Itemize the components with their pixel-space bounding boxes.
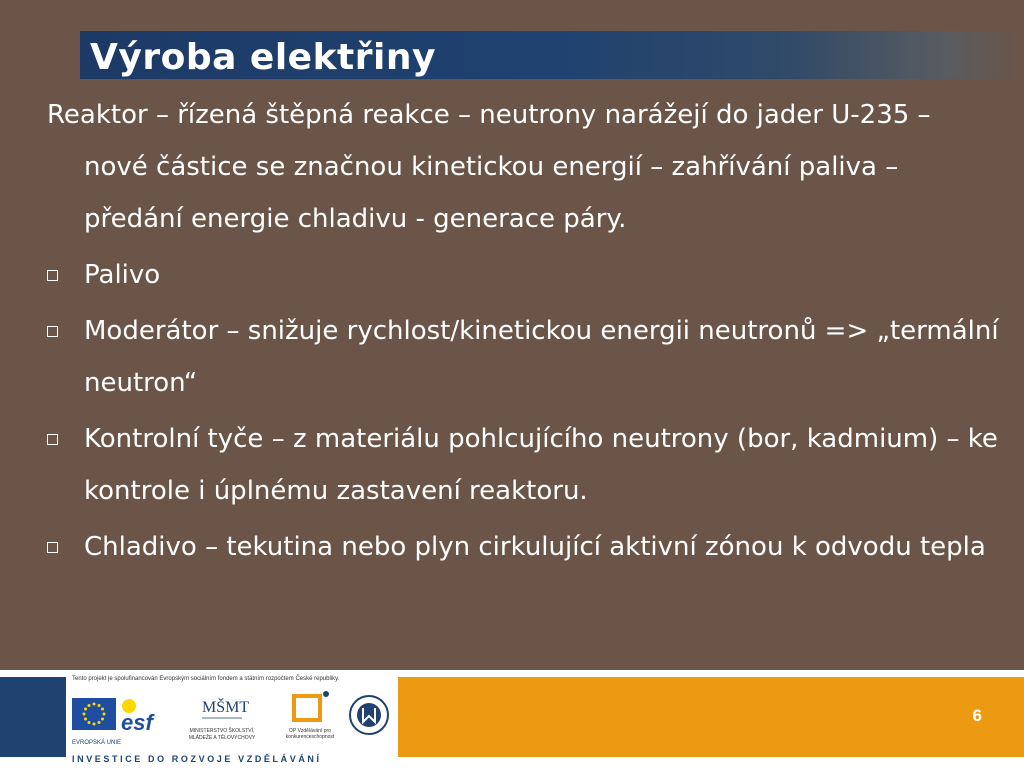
- bullet-item-chladivo: [0, 521, 1000, 573]
- op-vk-label: OP Vzdělávání pro konkurenceschopnost: [285, 728, 335, 740]
- eu-flag-logo: [72, 698, 122, 746]
- msmt-logo-text: MŠMT: [202, 699, 250, 716]
- square-bullet-icon: [47, 326, 58, 337]
- footer-blue-block: [0, 677, 66, 757]
- slide-title: Výroba elektřiny: [90, 37, 436, 78]
- logo-strip: [72, 690, 392, 748]
- slide-content: [0, 89, 1000, 573]
- square-bullet-icon: [47, 434, 58, 445]
- page-number: 6: [972, 706, 982, 725]
- investice-tagline: INVESTICE DO ROZVOJE VZDĚLÁVÁNÍ: [72, 754, 322, 764]
- intro-paragraph: Reaktor – řízená štěpná reakce – neutrony narážejí do jader U-235 – nové částice se značnou kinetickou energií – zahřívání paliva – předání energie chladivu - generace páry.: [47, 100, 931, 234]
- footer-orange-block: [398, 677, 1024, 757]
- msmt-subtitle: MINISTERSTVO ŠKOLSTVÍ, MLÁDEŽE A TĚLOVÝCHOVY: [188, 728, 256, 741]
- op-vk-logo: [282, 690, 338, 744]
- bullet-item-kontrolni-tyce: [0, 413, 1000, 517]
- square-bullet-icon: [47, 542, 58, 553]
- bullet-text: Kontrolní tyče – z materiálu pohlcujícího neutrony (bor, kadmium) – ke kontrole i úplnému zastavení reaktoru.: [84, 424, 998, 506]
- bullet-text: Chladivo – tekutina nebo plyn cirkulující aktivní zónou k odvodu tepla: [84, 532, 986, 562]
- esf-logo: [119, 696, 165, 738]
- bullet-text: Palivo: [84, 260, 161, 290]
- bullet-item-palivo: [0, 249, 1000, 301]
- university-seal-logo: [348, 694, 390, 736]
- bullet-item-moderator: [0, 305, 1000, 409]
- eu-label: EVROPSKÁ UNIE: [72, 740, 122, 746]
- esf-logo-text: esf: [121, 710, 153, 735]
- msmt-logo: [182, 692, 262, 744]
- funding-disclaimer: Tento projekt je spolufinancován Evropským sociálním fondem a státním rozpočtem České republiky.: [72, 676, 340, 682]
- square-bullet-icon: [47, 270, 58, 281]
- bullet-text: Moderátor – snižuje rychlost/kinetickou energii neutronů => „termální neutron“: [84, 316, 999, 398]
